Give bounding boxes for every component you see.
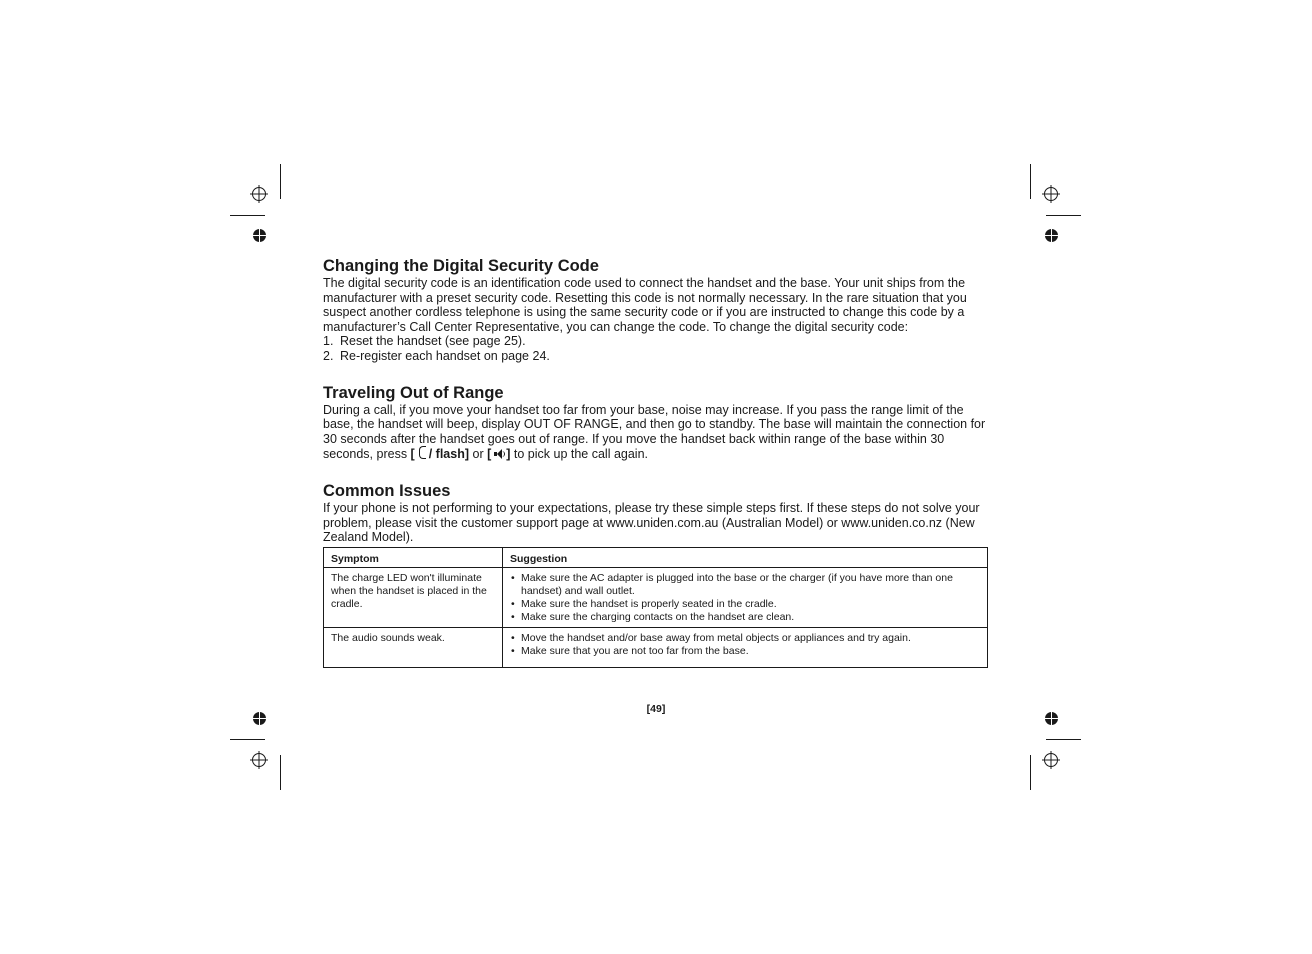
talk-handset-icon (419, 446, 426, 459)
symptom-column-header: Symptom (324, 547, 503, 567)
registration-dot-icon (1045, 229, 1058, 242)
suggestion-column-header: Suggestion (503, 547, 988, 567)
registration-target-icon (1042, 185, 1060, 203)
crop-line (1046, 739, 1081, 740)
speaker-icon (494, 449, 504, 459)
table-row (324, 567, 988, 627)
speaker-key: [ ] (487, 447, 511, 462)
common-issues-section (323, 482, 988, 668)
table-row (324, 627, 988, 667)
crop-line (230, 215, 265, 216)
crop-line (1046, 215, 1081, 216)
list-item: 2. Re-register each handset on page 24. (323, 348, 550, 363)
security-code-section (323, 257, 988, 364)
crop-line (1030, 164, 1031, 199)
list-item: • Make sure that you are not too far from the base. (510, 645, 980, 658)
list-item: 1. Reset the handset (see page 25). (323, 334, 526, 349)
registration-target-icon (250, 751, 268, 769)
symptom-cell: The audio sounds weak. (324, 627, 503, 667)
list-item: • Move the handset and/or base away from metal objects or appliances and try again. (510, 632, 980, 645)
out-of-range-section (323, 384, 988, 462)
suggestion-cell (503, 627, 988, 667)
common-issues-heading: Common Issues (323, 481, 451, 500)
security-code-body: The digital security code is an identification code used to connect the handset and the base. Your unit ships from the manufacturer with a preset security code. Resetting this code is not normally necessary. In the rare situation that you suspect another cordless telephone is using the same security code or if you are instructed to change this code by a manufacturer’s Call Center Representative, you can change the code. To change the digital security code: (323, 276, 967, 334)
crop-line (280, 164, 281, 199)
security-code-heading: Changing the Digital Security Code (323, 257, 599, 275)
page-number: [49] (646, 703, 666, 715)
table-header-row (324, 547, 988, 567)
symptom-cell: The charge LED won't illuminate when the handset is placed in the cradle. (324, 567, 503, 627)
troubleshooting-table (323, 547, 988, 668)
suggestion-cell (503, 567, 988, 627)
list-item: • Make sure the charging contacts on the handset are clean. (510, 611, 980, 624)
out-of-range-heading: Traveling Out of Range (323, 383, 504, 402)
list-item: • Make sure the AC adapter is plugged into the base or the charger (if you have more than one handset) and wall outlet. (510, 572, 980, 598)
registration-target-icon (1042, 751, 1060, 769)
talk-flash-key: [ / flash] (410, 447, 470, 462)
crop-line (280, 755, 281, 790)
registration-dot-icon (253, 229, 266, 242)
list-item: • Make sure the handset is properly seated in the cradle. (510, 598, 980, 611)
registration-target-icon (250, 185, 268, 203)
common-issues-body: If your phone is not performing to your expectations, please try these simple steps first. If these steps do not solve your problem, please visit the customer support page at www.uniden.com.au (Australian Model) or www.uniden.co.nz (New Zealand Model). (323, 500, 980, 545)
page-content (323, 257, 988, 668)
security-code-steps (323, 334, 988, 363)
out-of-range-body: During a call, if you move your handset too far from your base, noise may increase. If you pass the range limit of the base, the handset will beep, display OUT OF RANGE, and then go to standby. The base will maintain the connection for 30 seconds after the handset goes out of range. If you move the handset back within range of the base within 30 seconds, press [ / flash] or [ ] to pick up the call again. (323, 402, 986, 462)
crop-line (230, 739, 265, 740)
crop-line (1030, 755, 1031, 790)
